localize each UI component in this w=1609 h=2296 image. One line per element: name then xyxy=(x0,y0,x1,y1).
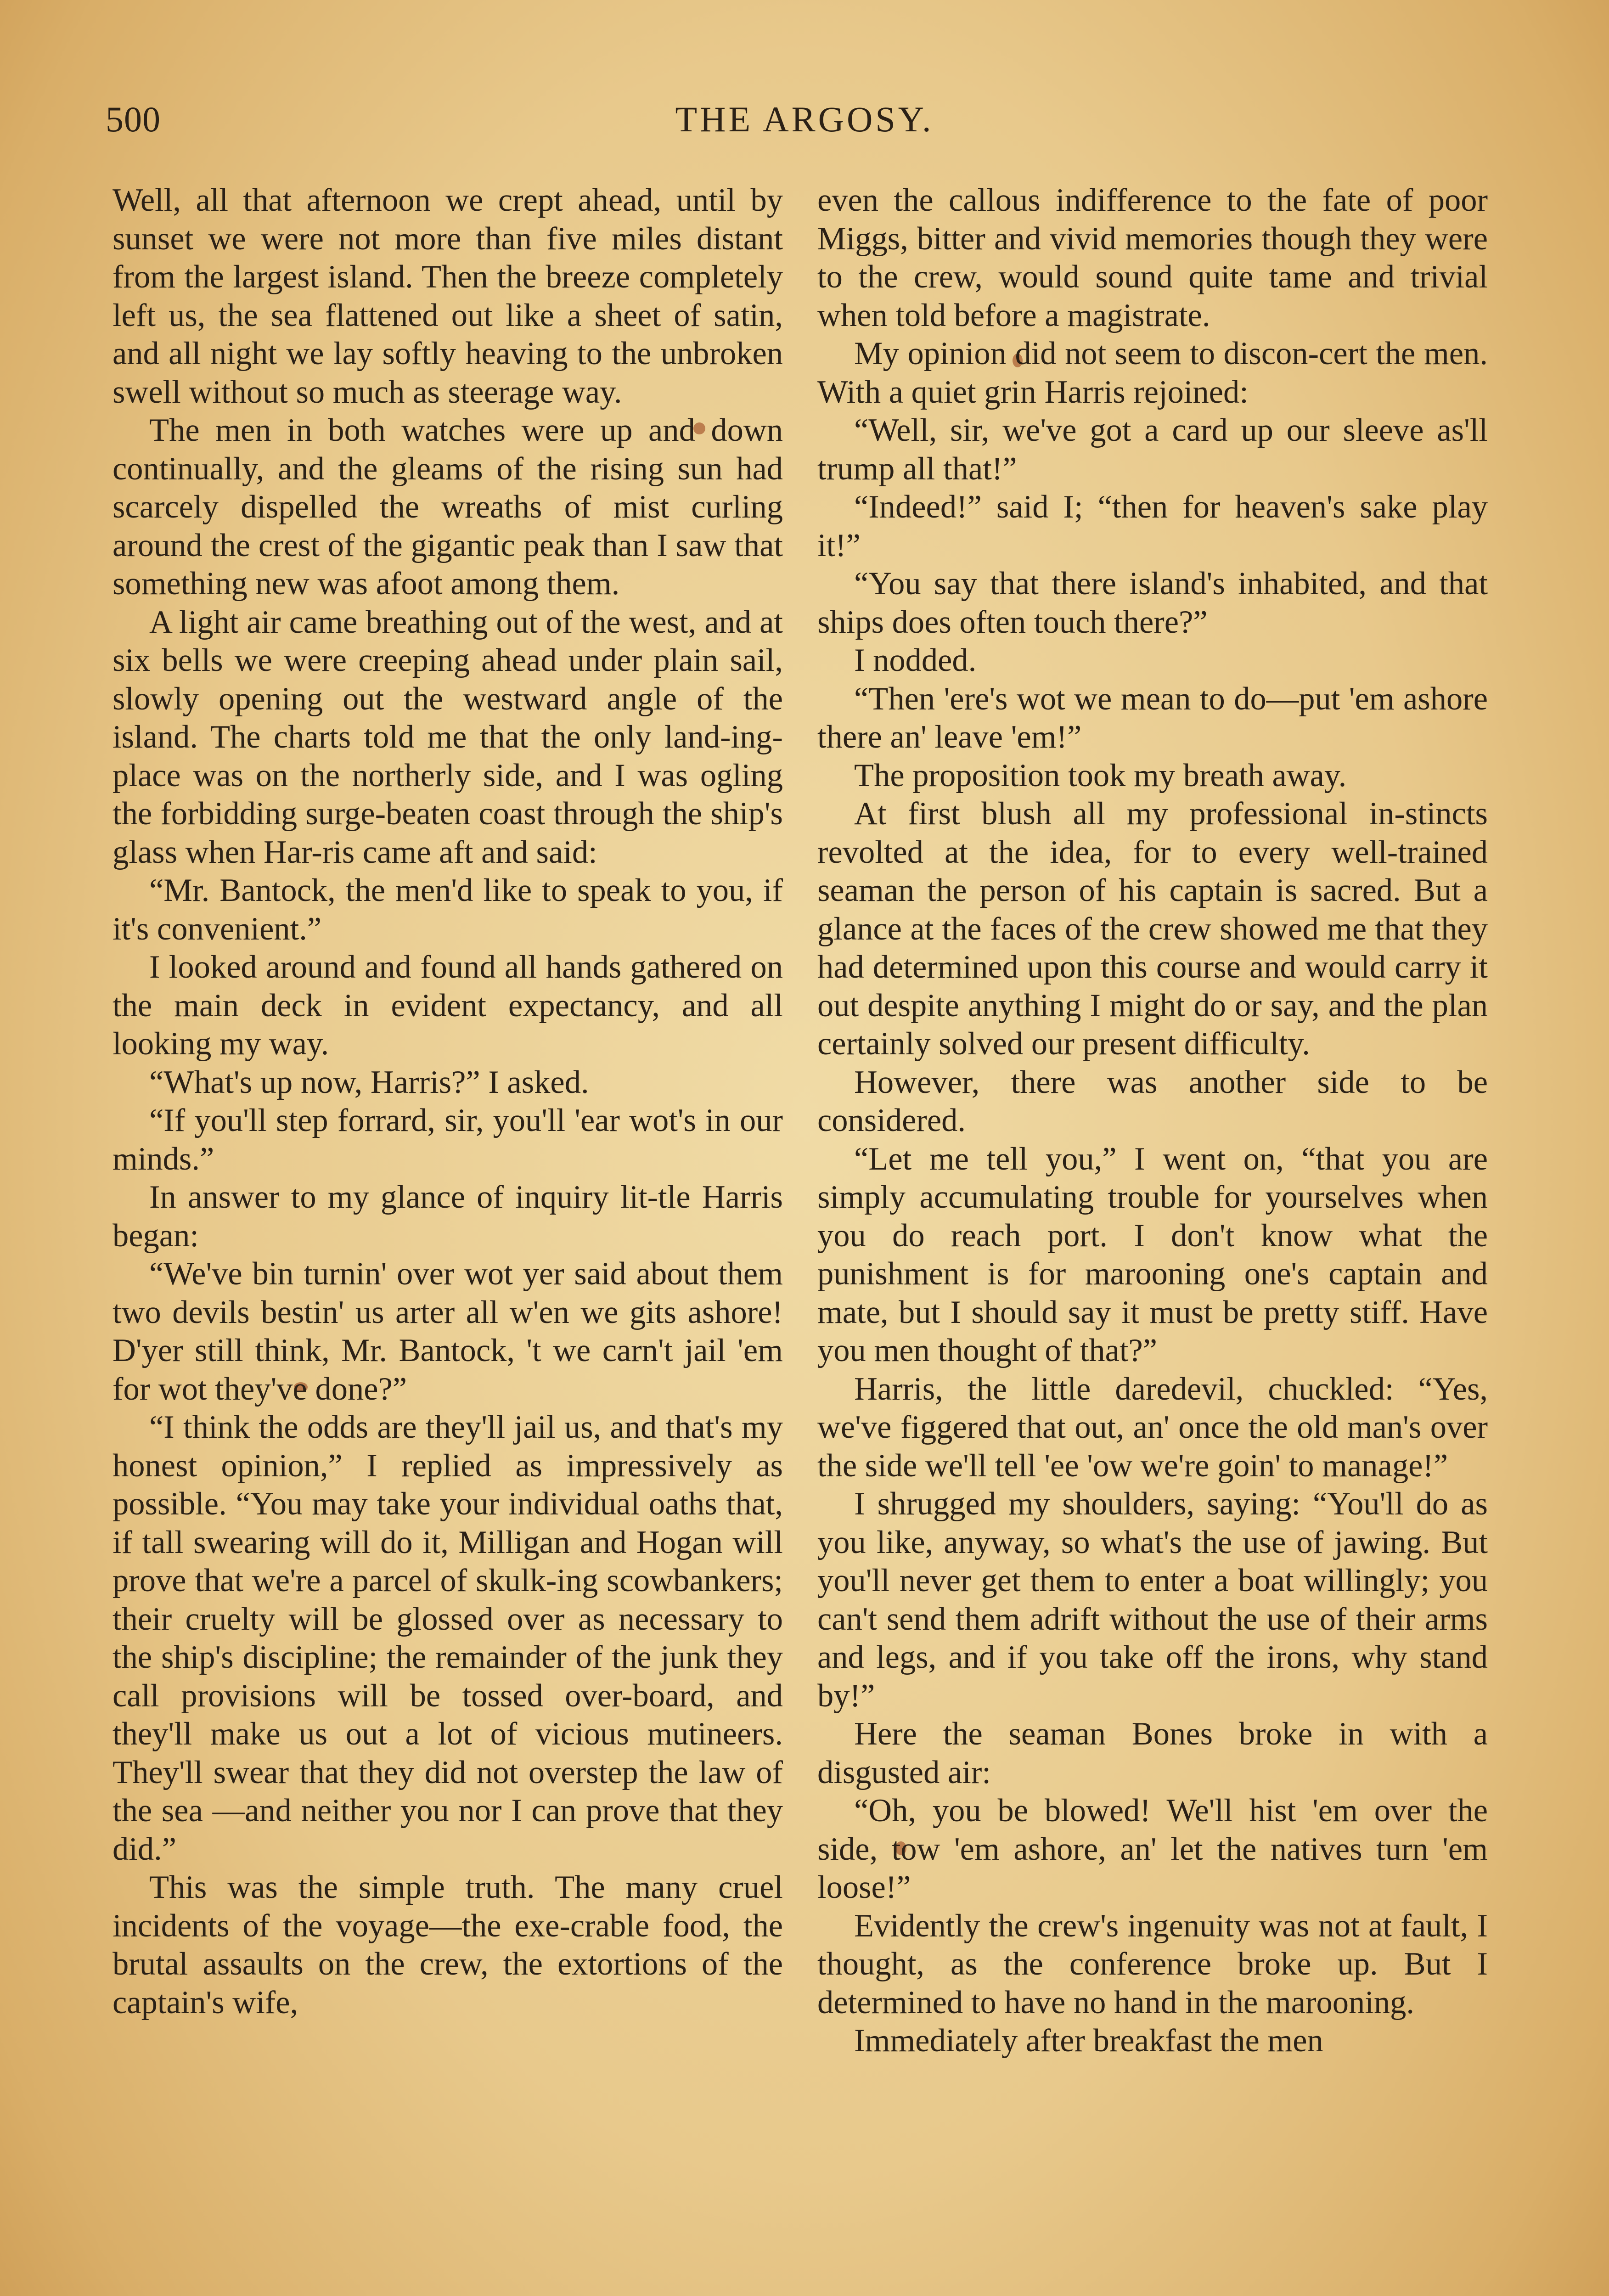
paragraph: Immediately after breakfast the men xyxy=(854,2023,1323,2059)
right-column xyxy=(817,181,1488,2296)
paragraph: “Then 'ere's wot we mean to do—put 'em ashore there an' leave 'em!” xyxy=(817,681,1488,755)
paragraph: “Indeed!” said I; “then for heaven's sake play it!” xyxy=(817,489,1488,563)
paragraph: “Oh, you be blowed! We'll hist 'em over the side, tow 'em ashore, an' let the natives turn 'em loose!” xyxy=(817,1793,1488,1905)
paragraph: Here the seaman Bones broke in with a disgusted air: xyxy=(817,1716,1488,1790)
paragraph: However, there was another side to be considered. xyxy=(817,1064,1488,1138)
paragraph: The men in both watches were up and down continually, and the gleams of the rising sun had scarcely dispelled the wreaths of mist curling around the crest of the gigantic peak than I saw that something new was afoot among them. xyxy=(113,412,783,602)
paragraph: “We've bin turnin' over wot yer said about them two devils bestin' us arter all w'en we gits ashore! D'yer still think, Mr. Bantock, 't we carn't jail 'em for wot they've done?” xyxy=(113,1256,783,1407)
paragraph: My opinion did not seem to discon-cert the men. With a quiet grin Harris rejoined: xyxy=(817,336,1488,410)
paragraph: At first blush all my professional in-stincts revolted at the idea, for to every well-trained seaman the person of his captain is sacred. But a glance at the faces of the crew showed me that they had determined upon this course and would carry it out despite anything I might do or say, and the plan certainly solved our present difficulty. xyxy=(817,796,1488,1062)
paragraph: “I think the odds are they'll jail us, and that's my honest opinion,” I replied as impressively as possible. “You may take your individual oaths that, if tall swearing will do it, Milligan and Hogan will prove that we're a parcel of skulk-ing scowbankers; their cruelty will be glossed over as necessary to the ship's discipline; the remainder of the junk they call provisions will be tossed over-board, and they'll make us out a lot of vicious mutineers. They'll swear that they did not overstep the law of the sea —and neither you nor I can prove that they did.” xyxy=(113,1409,783,1867)
paragraph: “You say that there island's inhabited, and that ships does often touch there?” xyxy=(817,566,1488,640)
paragraph: In answer to my glance of inquiry lit-tle Harris began: xyxy=(113,1179,783,1254)
running-title: THE ARGOSY. xyxy=(675,99,934,139)
paragraph: even the callous indifference to the fate of poor Miggs, bitter and vivid memories though they were to the crew, would sound quite tame and trivial when told before a magistrate. xyxy=(817,182,1488,333)
paragraph: The proposition took my breath away. xyxy=(854,757,1347,793)
paragraph: “Well, sir, we've got a card up our sleeve as'll trump all that!” xyxy=(817,412,1488,487)
paragraph: Harris, the little daredevil, chuckled: “Yes, we've figgered that out, an' once the old man's over the side we'll tell 'ee 'ow we're goin' to manage!” xyxy=(817,1371,1488,1484)
paragraph: I looked around and found all hands gathered on the main deck in evident expectancy, and all looking my way. xyxy=(113,949,783,1062)
paragraph: I nodded. xyxy=(854,642,977,678)
paragraph: This was the simple truth. The many cruel incidents of the voyage—the exe-crable food, the brutal assaults on the crew, the extortions of the captain's wife, xyxy=(113,1869,783,2020)
paragraph: “If you'll step forrard, sir, you'll 'ear wot's in our minds.” xyxy=(113,1103,783,1177)
page-header xyxy=(106,99,1503,149)
left-column xyxy=(113,181,783,2296)
paragraph: “Mr. Bantock, the men'd like to speak to you, if it's convenient.” xyxy=(113,872,783,947)
page-number: 500 xyxy=(106,99,161,139)
paragraph: “Let me tell you,” I went on, “that you are simply accumulating trouble for yourselves when you do reach port. I don't know what the punishment is for marooning one's captain and mate, but I should say it must be pretty stiff. Have you men thought of that?” xyxy=(817,1141,1488,1368)
paragraph: “What's up now, Harris?” I asked. xyxy=(149,1064,589,1100)
paragraph: Evidently the crew's ingenuity was not at fault, I thought, as the conference broke up. But I determined to have no hand in the marooning. xyxy=(817,1908,1488,2020)
paragraph: A light air came breathing out of the west, and at six bells we were creeping ahead under plain sail, slowly opening out the westward angle of the island. The charts told me that the only land-ing-place was on the northerly side, and I was ogling the forbidding surge-beaten coast through the ship's glass when Har-ris came aft and said: xyxy=(113,604,783,870)
paragraph: Well, all that afternoon we crept ahead, until by sunset we were not more than five miles distant from the largest island. Then the breeze completely left us, the sea flattened out like a sheet of satin, and all night we lay softly heaving to the unbroken swell without so much as steerage way. xyxy=(113,182,783,410)
paragraph: I shrugged my shoulders, saying: “You'll do as you like, anyway, so what's the use of jawing. But you'll never get them to enter a boat willingly; you can't send them adrift without the use of their arms and legs, and if you take off the irons, why stand by!” xyxy=(817,1486,1488,1714)
